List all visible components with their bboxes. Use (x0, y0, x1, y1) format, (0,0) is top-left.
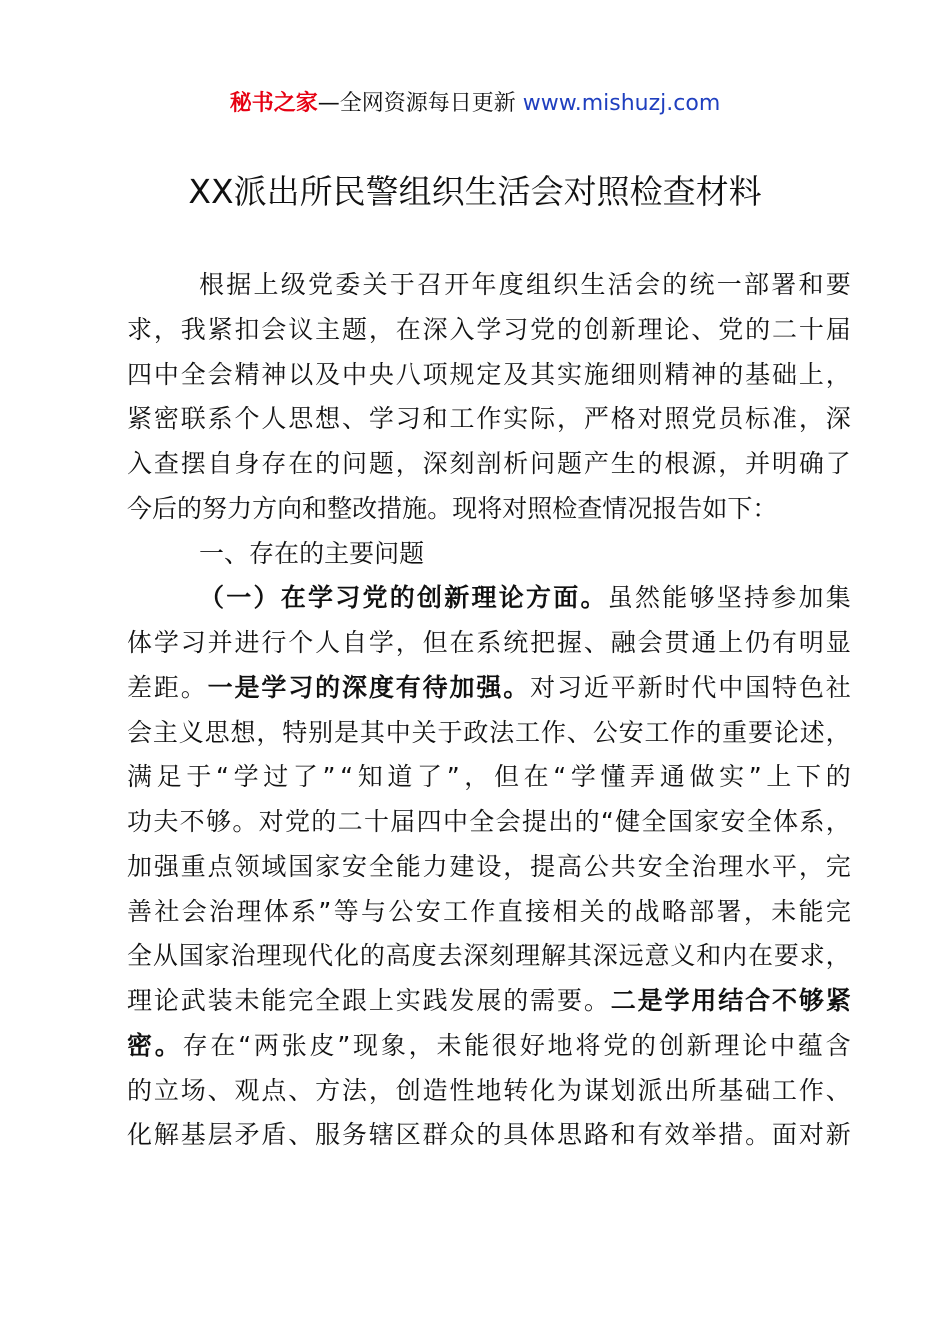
text-line: 差 距 。 一 是 学 习 的 深 度 有 待 加 强 。 对 习 近 平 新 时 代 中 国 特 色 社 (127, 672, 851, 702)
text-line: 化 解 基 层 矛 盾 、 服 务 辖 区 群 众 的 具 体 思 路 和 有 效 举 措 。 面 对 新 (127, 1120, 851, 1150)
text-line: 四 中 全 会 精 神 以 及 中 央 八 项 规 定 及 其 实 施 细 则 精 神 的 基 础 上 ， (127, 359, 851, 389)
text-line: 密 。 存 在 “ 两 张 皮 ” 现 象 ， 未 能 很 好 地 将 党 的 创 新 理 论 中 蕴 含 (127, 1030, 851, 1060)
text-line: 的 立 场 、 观 点 、 方 法 ， 创 造 性 地 转 化 为 谋 划 派 出 所 基 础 工 作 、 (127, 1075, 851, 1105)
text-line: （ 一 ） 在 学 习 党 的 创 新 理 论 方 面 。 虽 然 能 够 坚 持 参 加 集 (199, 583, 851, 613)
text-line: 入 查 摆 自 身 存 在 的 问 题 ， 深 刻 剖 析 问 题 产 生 的 根 源 ， 并 明 确 了 (127, 449, 851, 478)
text-line: 求 ， 我 紧 扣 会 议 主 题 ， 在 深 入 学 习 党 的 创 新 理 论 、 党 的 二 十 届 (127, 314, 851, 344)
text-line: 全 从 国 家 治 理 现 代 化 的 高 度 去 深 刻 理 解 其 深 远 意 义 和 内 在 要 求 ， (127, 941, 851, 971)
document-title: XX派出所民警组织生活会对照检查材料 (188, 172, 762, 211)
text-line: 满 足 于 “ 学 过 了 ” “ 知 道 了 ” ， 但 在 “ 学 懂 弄 通 做 实 ” 上 下 的 (127, 762, 851, 792)
text-line: 功 夫 不 够 。 对 党 的 二 十 届 四 中 全 会 提 出 的 “ 健 全 国 家 安 全 体 系 ， (127, 807, 851, 836)
text-line: 一 、 存 在 的 主 要 问 题 (199, 538, 425, 568)
document-body (127, 263, 851, 1158)
brand-name: 秘书之家 (229, 91, 318, 116)
text-line: 紧 密 联 系 个 人 思 想 、 学 习 和 工 作 实 际 ， 严 格 对 照 党 员 标 准 ， 深 (127, 404, 851, 434)
text-line: 善 社 会 治 理 体 系 ” 等 与 公 安 工 作 直 接 相 关 的 战 略 部 署 ， 未 能 完 (127, 896, 851, 926)
header-tagline: —全网资源每日更新 (317, 91, 516, 116)
text-line: 会 主 义 思 想 ， 特 别 是 其 中 关 于 政 法 工 作 、 公 安 工 作 的 重 要 论 述 ， (127, 717, 851, 747)
text-line: 根 据 上 级 党 委 关 于 召 开 年 度 组 织 生 活 会 的 统 一 部 署 和 要 (199, 270, 851, 299)
text-line: 体 学 习 并 进 行 个 人 自 学 ， 但 在 系 统 把 握 、 融 会 贯 通 上 仍 有 明 显 (127, 628, 851, 657)
site-header (0, 88, 950, 120)
text-line: 理 论 武 装 未 能 完 全 跟 上 实 践 发 展 的 需 要 。 二 是 学 用 结 合 不 够 紧 (127, 986, 851, 1015)
text-line: 加 强 重 点 领 域 国 家 安 全 能 力 建 设 ， 提 高 公 共 安 全 治 理 水 平 ， 完 (127, 851, 851, 881)
text-line: 今 后 的 努 力 方 向 和 整 改 措 施 。 现 将 对 照 检 查 情 况 报 告 如 下 ： (127, 493, 778, 523)
site-url-link[interactable]: www.mishuzj.com (522, 91, 721, 116)
